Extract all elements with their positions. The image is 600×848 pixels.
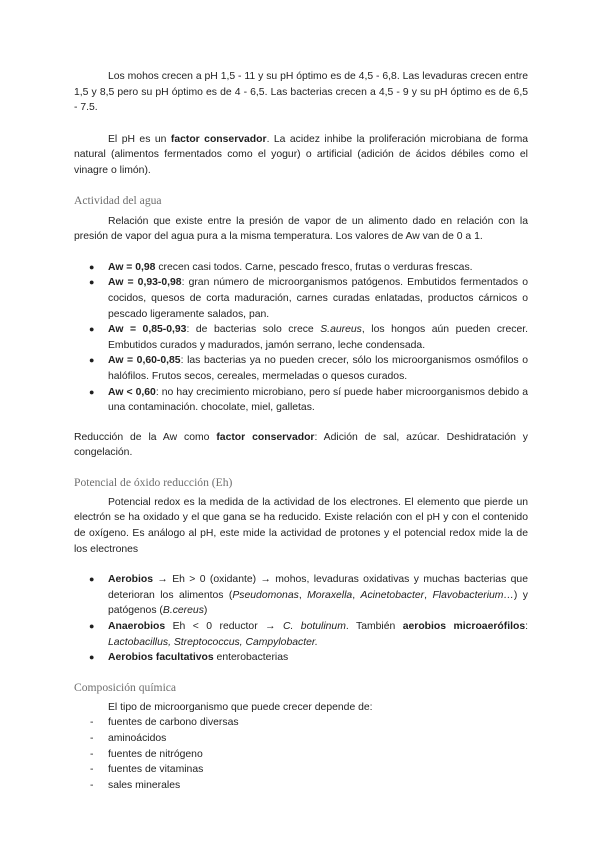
section-heading-redox: Potencial de óxido reducción (Eh) — [74, 475, 233, 489]
bullet-icon: ● — [89, 324, 95, 335]
list-item: - fuentes de carbono diversas — [74, 715, 528, 731]
redox-list — [74, 572, 528, 666]
dash-icon: - — [90, 733, 94, 744]
bullet-icon: ● — [89, 574, 95, 585]
dash-icon: - — [90, 779, 94, 791]
bullet-icon: ● — [89, 386, 95, 397]
list-item: ● Aw = 0,60-0,85: las bacterias ya no pueden crecer, sólo los microorganismos osmófilos o halófilos. Frutos secos, cereales, mermeladas o quesos curados. — [89, 355, 528, 382]
bullet-icon: ● — [89, 652, 95, 663]
document-content — [74, 69, 528, 793]
list-item: ● Aw < 0,60: no hay crecimiento microbiano, pero sí puede haber microorganismos debido a una contaminación. chocolate, miel, galletas. — [89, 386, 528, 414]
bullet-icon: ● — [89, 261, 95, 272]
list-item: - aminoácidos — [74, 731, 528, 747]
composicion-list — [74, 715, 528, 793]
bullet-icon: ● — [89, 621, 95, 632]
list-item: ● Aw = 0,93-0,98: gran número de microorganismos patógenos. Embutidos fermentados o cocidos, quesos de corta maduración, carnes curadas enlatadas, productos cárnicos o pescado ligeramente salados, pan. — [89, 277, 528, 320]
dash-icon: - — [90, 717, 94, 729]
ph-conservador-paragraph: El pH es un factor conservador. La acidez inhibe la proliferación microbiana de forma natural (alimentos fermentados como el yogur) o artificial (adición de ácidos débiles como el vinagre o limón). — [74, 133, 529, 176]
section-heading-actividad-agua: Actividad del agua — [74, 193, 162, 207]
list-item: ● Aw = 0,98 crecen casi todos. Carne, pescado fresco, frutas o verduras frescas. — [74, 260, 528, 276]
bullet-icon: ● — [89, 277, 95, 288]
list-item: - sales minerales — [74, 778, 528, 794]
list-item-facultativos: ● Aerobios facultativos enterobacterias — [74, 650, 528, 666]
dash-icon: - — [90, 748, 94, 760]
aw-list — [74, 260, 528, 416]
list-item-anaerobios: ● Anaerobios Eh < 0 reductor → C. botulinum. También aerobios microaerófilos: Lactobacillus, Streptococcus, Campylobacter. — [89, 621, 528, 648]
section-heading-composicion: Composición química — [74, 680, 177, 694]
redox-intro: Potencial redox es la medida de la actividad de los electrones. El elemento que pierde un electrón se ha oxidado y el que gana se ha reducido. Existe relación con el pH y con el contenido de oxígeno. Es análogo al pH, este mide la actividad de protones y el potencial redox mide la de los electrones — [74, 496, 528, 555]
bullet-icon: ● — [89, 355, 95, 366]
list-item: - fuentes de vitaminas — [74, 762, 528, 778]
actividad-agua-intro: Relación que existe entre la presión de vapor de un alimento dado en relación con la presión de vapor del agua pura a la misma temperatura. Los valores de Aw van de 0 a 1. — [74, 215, 528, 243]
reduccion-aw-paragraph: Reducción de la Aw como factor conservador: Adición de sal, azúcar. Deshidratación y congelación. — [74, 431, 528, 459]
list-item: - fuentes de nitrógeno — [74, 747, 528, 763]
list-item-aerobios: ● Aerobios → Eh > 0 (oxidante) → mohos, levaduras oxidativas y muchas bacterias que deterioran los alimentos (Pseudomonas, Moraxella, Acinetobacter, Flavobacterium…) y patógenos (B.cereus) — [89, 574, 528, 617]
composicion-intro: El tipo de microorganismo que puede crecer depende de: — [108, 701, 373, 713]
dash-icon: - — [90, 764, 94, 776]
ph-ranges-paragraph: Los mohos crecen a pH 1,5 - 11 y su pH óptimo es de 4,5 - 6,8. Las levaduras crecen entre 1,5 y 8,5 pero su pH óptimo es de 4 - 6,5. Las bacterias crecen a 4,5 - 9 y su pH óptimo es de 6,5 - 7.5. — [74, 71, 528, 114]
list-item: ● Aw = 0,85-0,93: de bacterias solo crece S.aureus, los hongos aún pueden crecer. Embutidos curados y madurados, jamón serrano, leche condensada. — [89, 324, 528, 351]
